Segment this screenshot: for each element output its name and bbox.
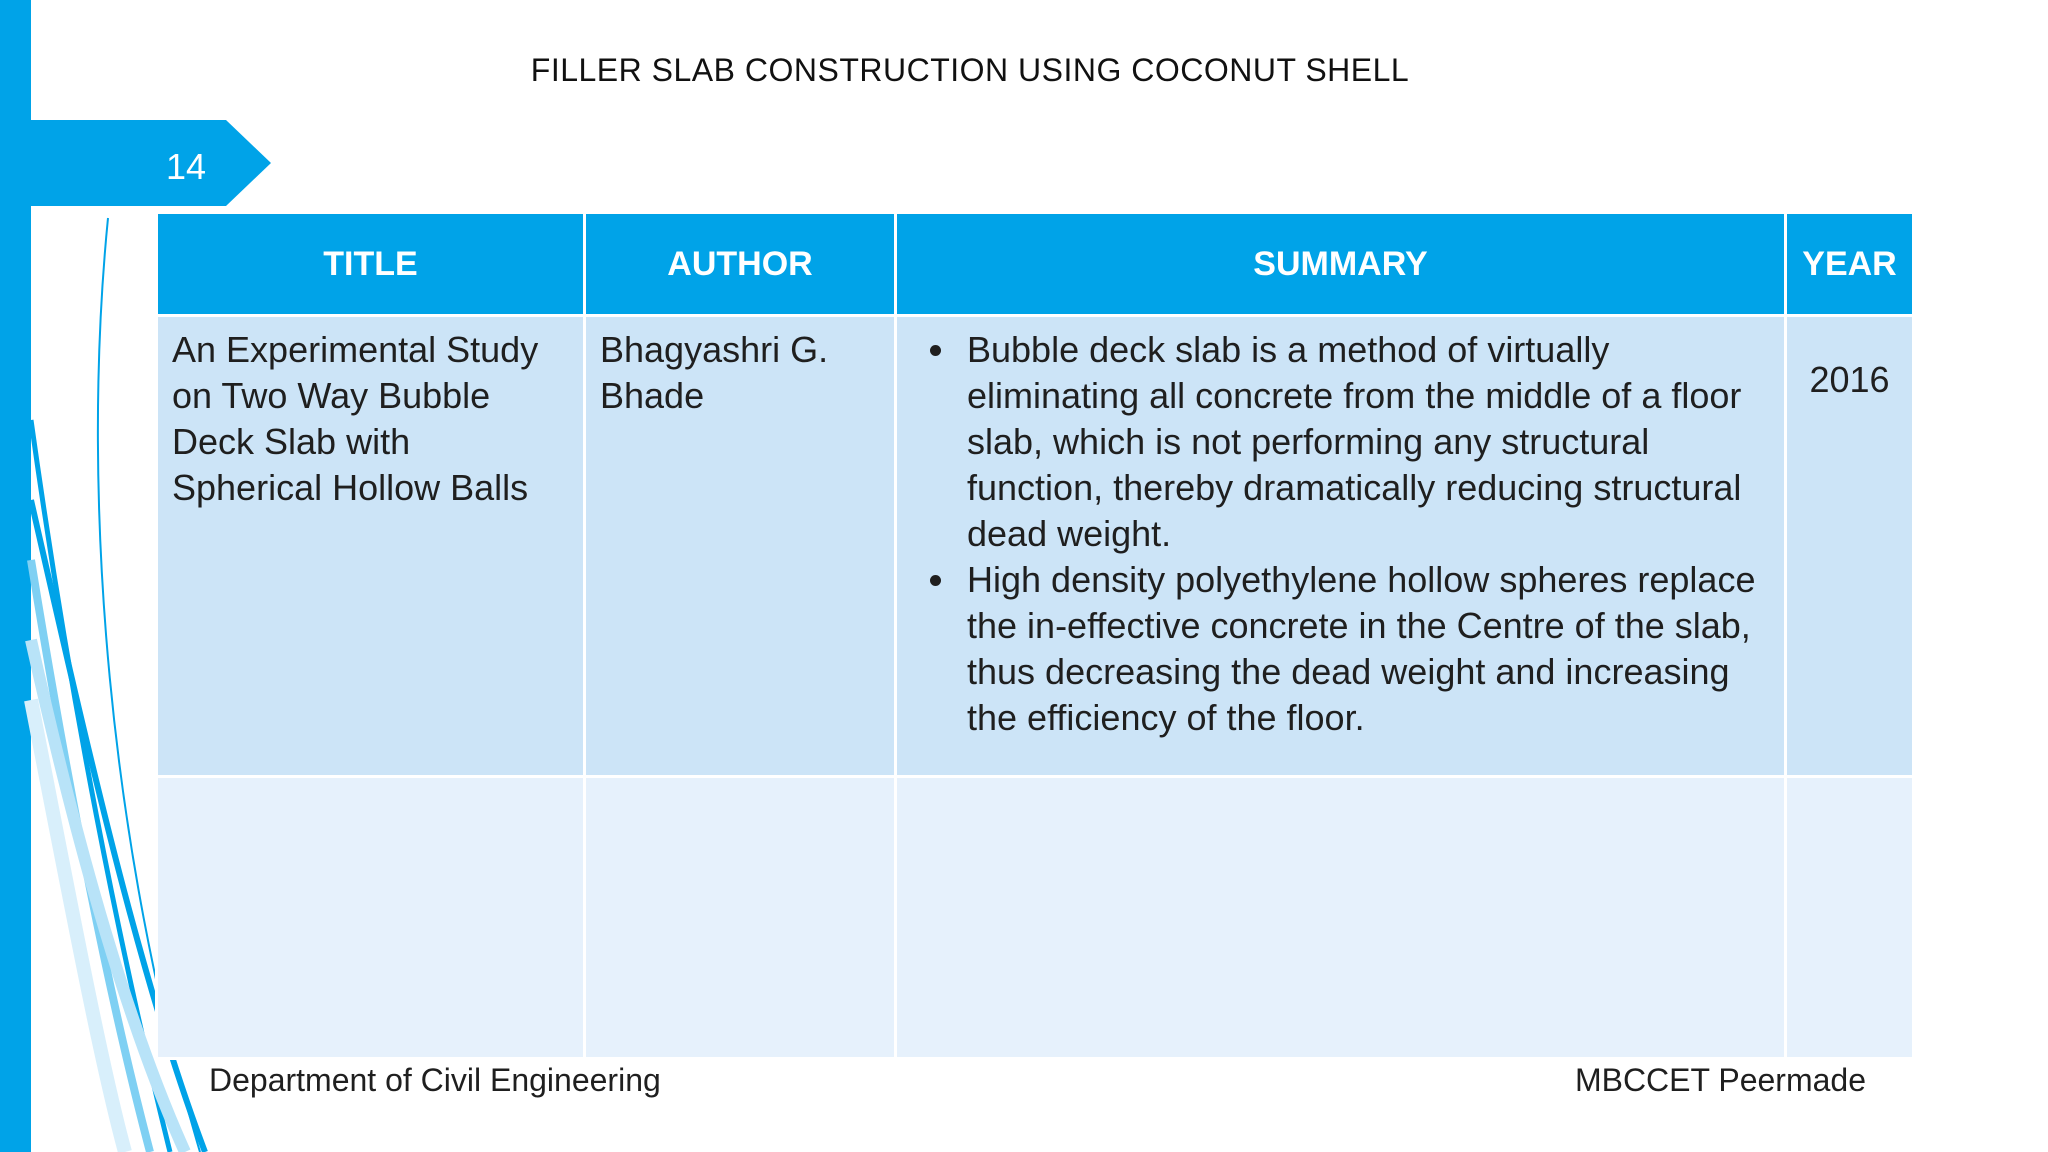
table-header-row [157,213,1914,316]
table-row [157,316,1914,777]
cell-author: Bhagyashri G. Bhade [585,316,896,777]
header-summary: SUMMARY [896,213,1786,316]
slide-header-title: FILLER SLAB CONSTRUCTION USING COCONUT SHELL [530,52,1410,88]
cell-title: An Experimental Study on Two Way Bubble Deck Slab with Spherical Hollow Balls [157,316,585,777]
cell-author [585,777,896,1059]
left-accent-bar [0,0,31,1152]
cell-title [157,777,585,1059]
header-author: AUTHOR [585,213,896,316]
cell-year: 2016 [1786,316,1914,777]
summary-bullet: • High density polyethylene hollow spheres replace the in-effective concrete in the Centre of the slab, thus decreasing the dead weight and increasing the efficiency of the floor. [959,557,1770,741]
summary-bullet: • Bubble deck slab is a method of virtually eliminating all concrete from the middle of a floor slab, which is not performing any structural function, thereby dramatically reducing structural dead weight. [959,327,1770,557]
header-year: YEAR [1786,213,1914,316]
footer-department: Department of Civil Engineering [209,1062,661,1098]
cell-summary [896,777,1786,1059]
slide-number: 14 [166,146,207,187]
table-row [157,777,1914,1059]
summary-list [911,327,1770,741]
header-title: TITLE [157,213,585,316]
cell-summary [896,316,1786,777]
literature-review-table [155,211,1915,1060]
footer-institution: MBCCET Peermade [1574,1062,1866,1098]
slide-number-tab [31,120,271,206]
cell-year [1786,777,1914,1059]
